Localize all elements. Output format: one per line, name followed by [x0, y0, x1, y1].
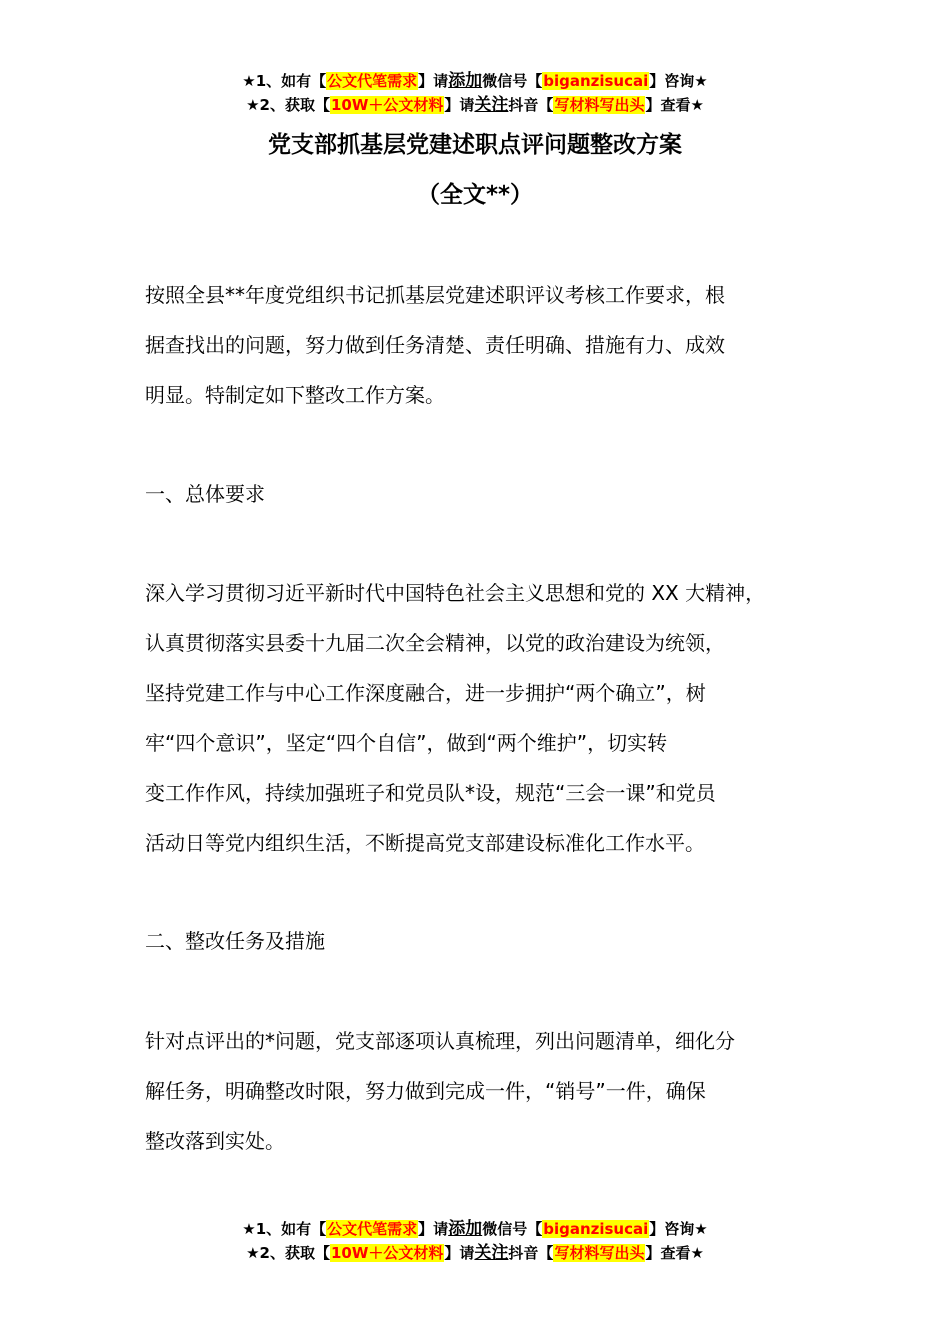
promo-text: 】咨询★: [649, 72, 708, 90]
promo-emphasis: 关注: [474, 1243, 509, 1263]
section-heading-2: [145, 916, 835, 966]
text-line: 按照全县**年度党组织书记抓基层党建述职评议考核工作要求，根: [145, 283, 725, 307]
promo-highlight: 公文代笔需求: [327, 72, 418, 90]
promo-highlight: biganzisucai: [543, 72, 649, 90]
promo-text: 】查看★: [645, 96, 704, 114]
promo-highlight: 公文代笔需求: [327, 1220, 418, 1238]
promo-text: 】请: [418, 72, 449, 90]
text-line: 深入学习贯彻习近平新时代中国特色社会主义思想和党的 XX 大精神，: [145, 581, 766, 605]
promo-text: 】咨询★: [649, 1220, 708, 1238]
promo-highlight: 10W＋公文材料: [330, 96, 444, 114]
section-heading-1: [145, 469, 835, 519]
promo-text: ★1、如有【: [242, 1220, 327, 1238]
text-line: 认真贯彻落实县委十九届二次全会精神，以党的政治建设为统领，: [145, 631, 725, 655]
promo-text: 抖音【: [508, 96, 554, 114]
promo-text: 】请: [444, 1244, 475, 1262]
promo-emphasis: 添加: [448, 1219, 483, 1239]
text-line: 针对点评出的*问题，党支部逐项认真梳理，列出问题清单，细化分: [145, 1029, 735, 1053]
text-line: 明显。特制定如下整改工作方案。: [145, 383, 445, 407]
top-promo-banner: [0, 69, 950, 117]
section-heading-text: 二、整改任务及措施: [145, 929, 325, 953]
text-line: 坚持党建工作与中心工作深度融合，进一步拥护“两个确立”，树: [145, 681, 706, 705]
promo-highlight: 写材料写出头: [554, 96, 645, 114]
promo-line-1: [0, 1217, 950, 1241]
section-paragraph-2: [145, 1016, 835, 1166]
promo-highlight: 10W＋公文材料: [330, 1244, 444, 1262]
document-subtitle: （全文**）: [416, 182, 534, 208]
promo-line-2: [0, 93, 950, 117]
text-line: 牢“四个意识”，坚定“四个自信”，做到“两个维护”，切实转: [145, 731, 668, 755]
text-line: 活动日等党内组织生活，不断提高党支部建设标准化工作水平。: [145, 831, 705, 855]
promo-text: ★2、获取【: [246, 1244, 330, 1262]
promo-highlight: biganzisucai: [543, 1220, 649, 1238]
bottom-promo-banner: [0, 1217, 950, 1265]
text-line: 整改落到实处。: [145, 1129, 285, 1153]
section-paragraph-1: [145, 568, 835, 868]
text-line: 变工作作风，持续加强班子和党员队*设，规范“三会一课”和党员: [145, 781, 716, 805]
promo-text: ★2、获取【: [246, 96, 330, 114]
promo-text: ★1、如有【: [242, 72, 327, 90]
document-title: 党支部抓基层党建述职点评问题整改方案: [268, 132, 682, 158]
promo-text: 】请: [418, 1220, 449, 1238]
intro-paragraph: [145, 270, 835, 420]
promo-line-1: [0, 69, 950, 93]
promo-emphasis: 添加: [448, 71, 483, 91]
text-line: 解任务，明确整改时限，努力做到完成一件，“销号”一件，确保: [145, 1079, 706, 1103]
promo-line-2: [0, 1241, 950, 1265]
promo-emphasis: 关注: [474, 95, 509, 115]
promo-text: 微信号【: [482, 1220, 543, 1238]
promo-text: 微信号【: [482, 72, 543, 90]
promo-text: 抖音【: [508, 1244, 554, 1262]
promo-text: 】查看★: [645, 1244, 704, 1262]
section-heading-text: 一、总体要求: [145, 482, 265, 506]
promo-text: 】请: [444, 96, 475, 114]
promo-highlight: 写材料写出头: [554, 1244, 645, 1262]
text-line: 据查找出的问题，努力做到任务清楚、责任明确、措施有力、成效: [145, 333, 725, 357]
